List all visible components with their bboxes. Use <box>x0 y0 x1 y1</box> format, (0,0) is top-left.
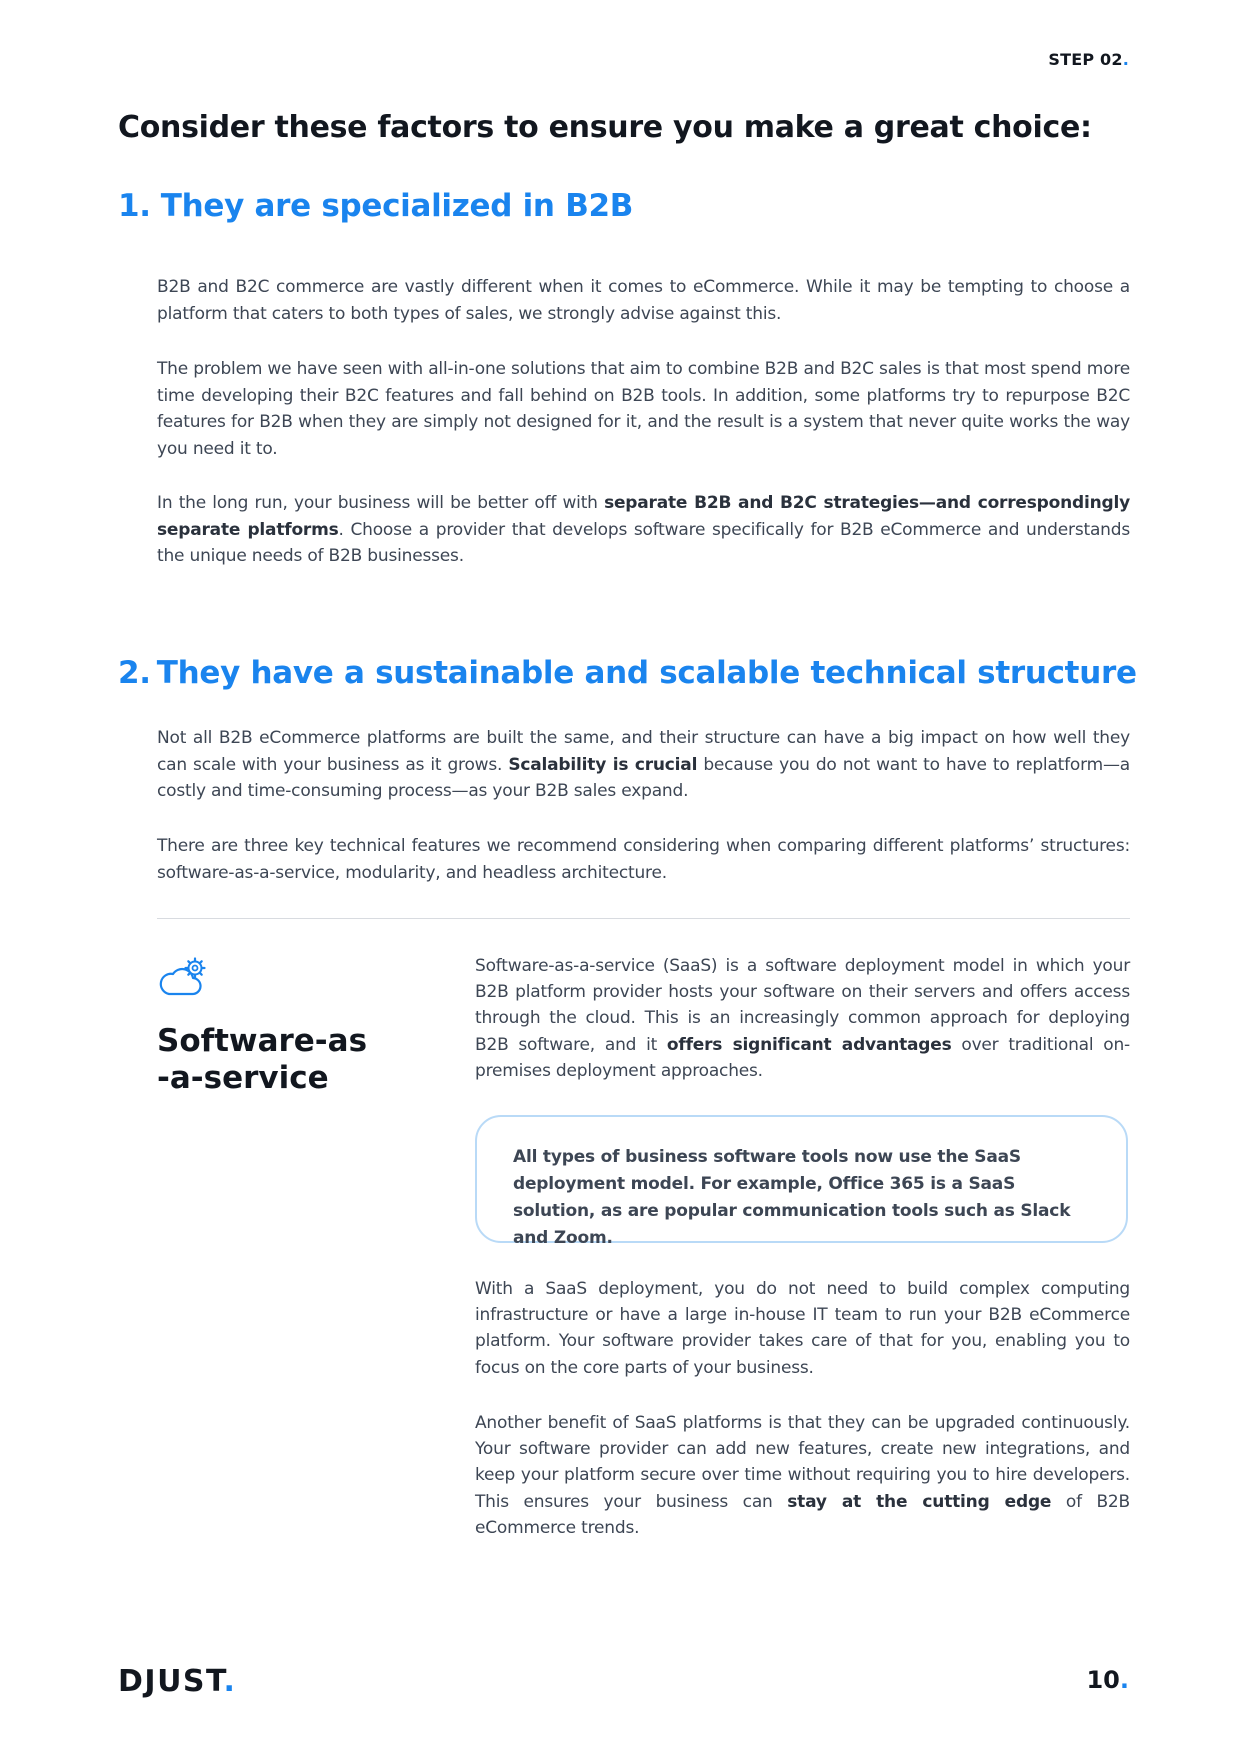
saas-p1-bold: offers significant advantages <box>666 1034 952 1055</box>
section-2-paragraph-1 <box>157 725 1130 805</box>
section-2-p1-text-b: because you do not want to have to replatform—a costly and time-consuming process—as your B2B sales expand. <box>157 754 1130 801</box>
page-number-text: 10 <box>1086 1666 1120 1694</box>
section-divider <box>157 918 1130 919</box>
saas-p3-bold: stay at the cutting edge <box>787 1491 1052 1512</box>
section-2-number: 2. <box>118 655 151 691</box>
section-1-p3-text-a: In the long run, your business will be better off with <box>157 493 605 513</box>
section-2-p1-text-a: Not all B2B eCommerce platforms are built the same, and their structure can have a big impact on how well they can scale with your business as it grows. <box>157 728 1130 775</box>
section-1-p3-text-b: . Choose a provider that develops software specifically for B2B eCommerce and understands the unique needs of B2B businesses. <box>157 519 1130 566</box>
saas-p3-text-b: of B2B eCommerce trends. <box>475 1491 1131 1538</box>
section-1-title: They are specialized in B2B <box>160 188 634 224</box>
saas-callout-text: All types of business software tools now use the SaaS deployment model. For example, Office 365 is a SaaS solution, as are popular communication tools such as Slack and Zoom. <box>513 1147 1071 1248</box>
saas-paragraph-1 <box>475 953 1130 1084</box>
cloud-gear-icon <box>156 957 210 1001</box>
step-text: STEP 02 <box>1048 50 1123 69</box>
step-label <box>1048 50 1129 69</box>
section-2-p1-bold: Scalability is crucial <box>508 754 698 775</box>
saas-p3-text-a: Another benefit of SaaS platforms is that they can be upgraded continuously. Your software provider can add new features, create new integrations, and keep your platform secure over time without requiring you to hire developers. This ensures your business can <box>475 1413 1130 1512</box>
saas-p1-text-b: over traditional on-premises deployment approaches. <box>475 1034 1130 1081</box>
djust-logo <box>118 1664 236 1699</box>
logo-dot: . <box>223 1664 237 1699</box>
page-number <box>1086 1666 1129 1694</box>
section-1-paragraph-3 <box>157 490 1130 570</box>
section-1-paragraph-1: B2B and B2C commerce are vastly different when it comes to eCommerce. While it may be tempting to choose a platform that caters to both types of sales, we strongly advise against this. <box>157 277 1130 324</box>
page-number-dot: . <box>1119 1666 1129 1694</box>
saas-p1-text-a: Software-as-a-service (SaaS) is a software deployment model in which your B2B platform provider hosts your software on their servers and offers access through the cloud. This is an increasingly common approach for deploying B2B software, and it <box>475 956 1130 1055</box>
section-1-paragraph-2: The problem we have seen with all-in-one solutions that aim to combine B2B and B2C sales is that most spend more time developing their B2C features and fall behind on B2B tools. In addition, some platforms try to repurpose B2C features for B2B when they are simply not designed for it, and the result is a system that never quite works the way you need it to. <box>157 359 1130 459</box>
section-2-heading <box>118 655 1137 691</box>
step-dot: . <box>1122 50 1129 69</box>
section-1-p3-bold: separate B2B and B2C strategies—and correspondingly separate platforms <box>157 493 1130 540</box>
section-2-title: They have a sustainable and scalable technical structure <box>156 655 1137 691</box>
saas-callout-box <box>475 1115 1128 1248</box>
section-2-paragraph-2: There are three key technical features we recommend considering when comparing different platforms’ structures: software-as-a-service, modularity, and headless architecture. <box>157 836 1130 883</box>
section-1-heading <box>118 188 633 224</box>
logo-text: DJUST <box>118 1664 224 1699</box>
page-title: Consider these factors to ensure you make a great choice: <box>118 110 1092 145</box>
section-1-number: 1. <box>118 188 151 224</box>
saas-paragraph-2: With a SaaS deployment, you do not need to build complex computing infrastructure or have a large in-house IT team to run your B2B eCommerce platform. Your software provider takes care of that for you, enabling you to focus on the core parts of your business. <box>475 1279 1130 1378</box>
saas-title: Software-as -a-service <box>157 1023 368 1096</box>
saas-paragraph-3 <box>475 1410 1130 1541</box>
